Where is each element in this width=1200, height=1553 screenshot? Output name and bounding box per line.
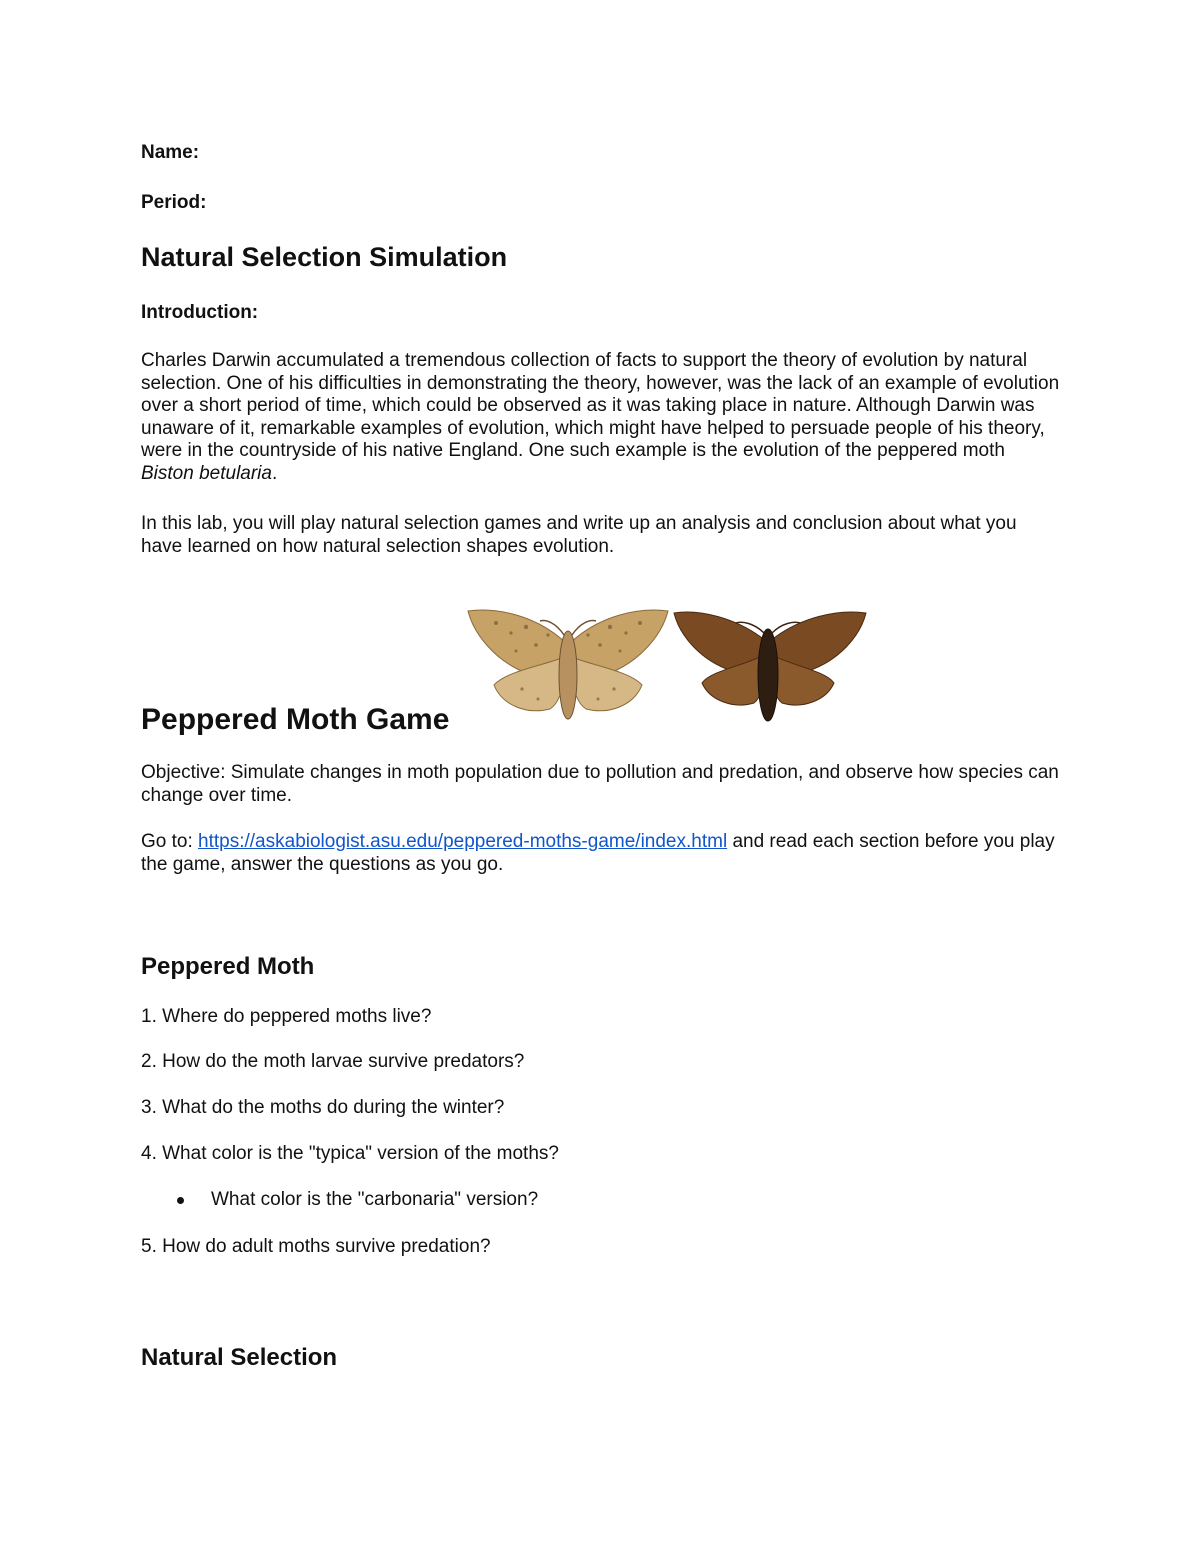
question-4: 4. What color is the "typica" version of the moths? — [141, 1143, 559, 1164]
question-5: 5. How do adult moths survive predation? — [141, 1236, 491, 1257]
intro-paragraph-2: In this lab, you will play natural selection games and write up an analysis and conclusion about what you have learned on how natural selection shapes evolution. — [141, 513, 1017, 557]
species-name: Biston betularia — [141, 462, 272, 484]
carbonaria-moth-icon — [674, 612, 866, 721]
objective-paragraph: Objective: Simulate changes in moth population due to pollution and predation, and observe how species can change over time. — [141, 762, 1059, 806]
period-label: Period: — [141, 192, 207, 213]
introduction-label: Introduction: — [141, 302, 259, 323]
intro-text: Charles Darwin accumulated a tremendous collection of facts to support the theory of evolution by natural selection. One of his difficulties in demonstrating the theory, however, was the lack of an example of evolution over a short period of time, which could be observed as it was taking place in nature. Although Darwin was unaware of it, remarkable examples of evolution, which might have helped to persuade people of his theory, were in the countryside of his native England. One such example is the evolution of the peppered moth — [141, 350, 1060, 462]
typica-moth-icon — [468, 610, 668, 719]
name-label: Name: — [141, 142, 200, 163]
goto-prefix: Go to: — [141, 831, 199, 852]
game-heading: Peppered Moth Game — [141, 703, 450, 736]
intro-paragraph-1 — [141, 350, 1061, 486]
game-link[interactable]: https://askabiologist.asu.edu/peppered-moths-game/index.html — [198, 831, 728, 852]
goto-suffix: and read each section before you play the game, answer the questions as you go. — [141, 831, 1055, 875]
bullet-icon — [177, 1197, 184, 1204]
page-title: Natural Selection Simulation — [141, 242, 508, 272]
intro-text-end: . — [271, 462, 278, 484]
question-3: 3. What do the moths do during the winter? — [141, 1097, 505, 1118]
section-heading-natural-selection: Natural Selection — [141, 1344, 338, 1371]
goto-paragraph — [141, 831, 1061, 876]
section-heading-peppered-moth: Peppered Moth — [141, 953, 315, 980]
moth-illustration — [466, 605, 868, 730]
question-4-sub — [177, 1189, 538, 1211]
question-1: 1. Where do peppered moths live? — [141, 1006, 432, 1027]
question-2: 2. How do the moth larvae survive predators? — [141, 1051, 525, 1072]
question-4-sub-text: What color is the "carbonaria" version? — [211, 1189, 539, 1210]
